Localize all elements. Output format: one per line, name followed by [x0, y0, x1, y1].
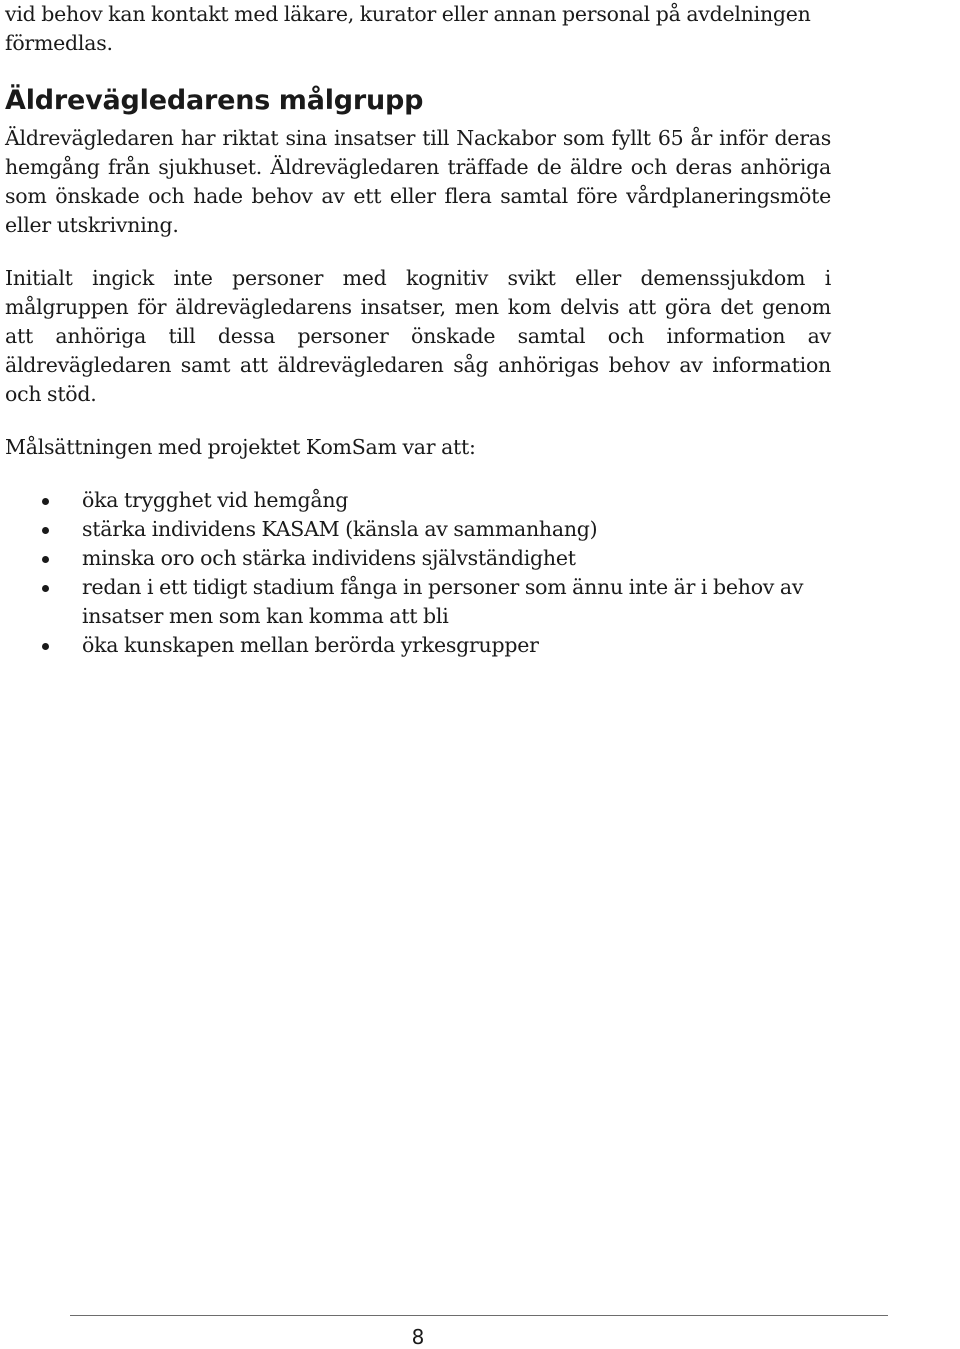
page-number: 8: [411, 1325, 425, 1349]
bullet-icon: [42, 498, 49, 505]
intro-paragraph: vid behov kan kontakt med läkare, kurator eller annan personal på avdelningen förmedlas.: [5, 2, 811, 55]
list-item-text: minska oro och stärka individens självständighet: [82, 546, 576, 570]
list-item: [5, 515, 831, 544]
list-item: [5, 573, 831, 631]
section-heading: Äldrevägledarens målgrupp: [5, 85, 424, 116]
list-item-text: öka kunskapen mellan berörda yrkesgrupper: [82, 633, 539, 657]
list-item-text: redan i ett tidigt stadium fånga in personer som ännu inte är i behov av insatser men som kan komma att bli: [82, 575, 804, 628]
paragraph-target-group: Äldrevägledaren har riktat sina insatser till Nackabor som fyllt 65 år inför deras hemgång från sjukhuset. Äldrevägledaren träffade de äldre och deras anhöriga som önskade och hade behov av ett eller flera samtal före vårdplaneringsmöte eller utskrivning.: [5, 126, 831, 237]
bullet-icon: [42, 585, 49, 592]
list-item: [5, 631, 831, 660]
paragraph-cognitive-impairment: Initialt ingick inte personer med kognitiv svikt eller demenssjukdom i målgruppen för äldrevägledarens insatser, men kom delvis att göra det genom att anhöriga till dessa personer önskade samtal och information av äldrevägledaren samt att äldrevägledaren såg anhörigas behov av information och stöd.: [5, 266, 831, 406]
goals-lead-paragraph: Målsättningen med projektet KomSam var att:: [5, 435, 476, 459]
footer-divider: [70, 1315, 888, 1316]
list-item-text: stärka individens KASAM (känsla av sammanhang): [82, 517, 598, 541]
bullet-icon: [42, 527, 49, 534]
list-item: [5, 544, 831, 573]
list-item: [5, 486, 831, 515]
list-item-text: öka trygghet vid hemgång: [82, 488, 349, 512]
bullet-icon: [42, 556, 49, 563]
page-content: [5, 0, 831, 660]
goals-list: [5, 486, 831, 660]
bullet-icon: [42, 643, 49, 650]
